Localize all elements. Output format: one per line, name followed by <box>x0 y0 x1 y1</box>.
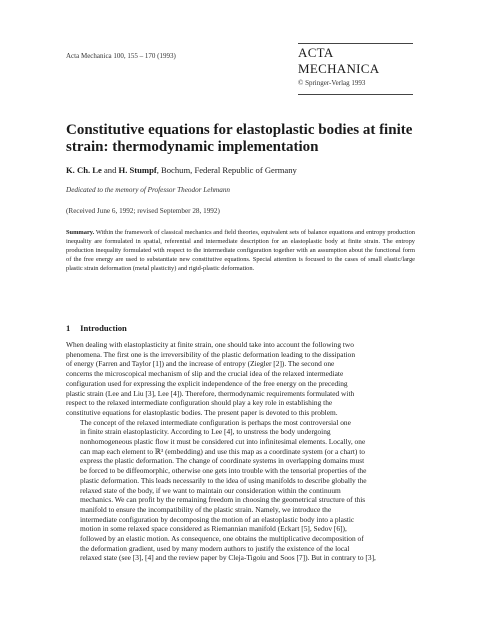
section-title: Introduction <box>80 323 127 333</box>
author-stumpf: H. Stumpf <box>118 165 157 175</box>
body-line: plastic strain (Lee and Liu [3], Lee [4]). Therefore, thermodynamic requirements formulated with <box>66 388 355 398</box>
masthead-bottom-rule <box>298 94 413 95</box>
body-line: nonhomogeneous plastic flow it must be considered cut into infinitesimal elements. Locally, one <box>80 437 366 447</box>
summary-label: Summary. <box>66 229 95 236</box>
paragraph-1 <box>66 340 416 418</box>
masthead-title: ACTA MECHANICA <box>298 45 380 76</box>
body-line: configuration used for expressing the explicit independence of the free energy on the preceding <box>66 378 348 388</box>
summary-line: form of the free energy are used to substantiate new constitutive equations. Special attention is <box>66 246 415 263</box>
body-line: can map each element to ℝ³ (embedding) and use this map as a coordinate system (or a chart) to <box>80 446 365 456</box>
masthead-top-rule <box>298 43 413 44</box>
body-line: of energy (Farren and Taylor [1]) and the increase of entropy (Ziegler [2]). The second one <box>66 359 335 369</box>
body-line: intermediate configuration by decomposing the motion of an elastoplastic body into a plastic <box>80 514 355 524</box>
section-heading-introduction <box>66 323 416 333</box>
masthead-copyright: © Springer-Verlag 1993 <box>298 79 366 87</box>
received-dates: (Received June 6, 1992; revised September 28, 1992) <box>66 207 220 215</box>
body-line: concerns the microscopical mechanism of slip and the crucial idea of the relaxed intermediate <box>66 369 344 379</box>
introduction-body <box>66 340 416 563</box>
author-line <box>66 165 416 175</box>
summary-line: deformation. <box>221 264 255 272</box>
body-line: manifold to ensure the incompatibility of the plastic strain. Namely, we introduce the <box>80 504 332 514</box>
summary-line: with respect to the intermediate configuration together with an assumption about the functional <box>153 246 401 254</box>
dedication: Dedicated to the memory of Professor Theodor Lehmann <box>66 186 231 194</box>
body-line: relaxed state (see [3], [4] and the review paper by Cleja-Tigoiu and Soos [7]). But in contrary to [3], <box>80 553 376 563</box>
summary-line: description for an elastoplastic body at finite strain. The entropy production inequality formulated <box>66 237 415 254</box>
summary-block <box>66 229 415 274</box>
body-line: constitutive equations for elastoplastic bodies. The present paper is devoted to this problem. <box>66 407 338 417</box>
body-line: motion in some relaxed space considered as Riemannian manifold (Eckart [5], Sedov [6]), <box>80 524 347 534</box>
body-line: be forced to be diffeomorphic, otherwise one gets into trouble with the tensorial properties of the <box>80 466 367 476</box>
paper-title: Constitutive equations for elastoplastic bodies at finite strain: thermodynamic implementation <box>66 122 413 155</box>
author-conjunction: and <box>101 165 119 175</box>
body-line: followed by an elastic motion. As consequence, one obtains the multiplicative decomposition of <box>80 534 364 544</box>
body-line: The concept of the relaxed intermediate configuration is perhaps the most controversial one <box>80 417 351 427</box>
journal-reference: Acta Mechanica 100, 155 – 170 (1993) <box>66 52 176 60</box>
body-line: in finite strain elastoplasticity. According to Lee [4], to unstress the body undergoing <box>80 427 331 437</box>
author-affiliation: , Bochum, Federal Republic of Germany <box>156 165 297 175</box>
body-line: express the plastic deformation. The change of coordinate systems in overlapping domains must <box>80 456 365 466</box>
body-line: respect to the relaxed intermediate configuration should play a key role in establishing the <box>66 398 333 408</box>
summary-line: Within the framework of classical mechanics and field theories, equivalent sets of balance <box>95 229 328 236</box>
body-line: When dealing with elastoplasticity at finite strain, one should take into account the following two <box>66 340 354 349</box>
body-line: plastic deformation. This leads necessarily to the idea of using manifolds to describe globally the <box>80 475 367 485</box>
summary-line: equations and entropy production inequality are formulated in spatial, referential and intermediate <box>66 229 416 245</box>
section-number: 1 <box>66 323 71 333</box>
author-le: K. Ch. Le <box>66 165 102 175</box>
paragraph-2 <box>66 418 416 564</box>
journal-masthead <box>298 43 413 95</box>
body-line: mechanics. We can profit by the remaining freedom in choosing the geometrical structure of this <box>80 495 366 505</box>
body-line: relaxed state of the body, if we want to maintain our consideration within the continuum <box>80 485 341 495</box>
summary-line: focused to the cases of small elastic/large plastic strain deformation (metal plasticity) and rigid-plastic <box>66 255 415 272</box>
body-line: phenomena. The first one is the irreversibility of the plastic deformation leading to the dissipation <box>66 349 356 359</box>
body-line: the deformation gradient, used by many modern authors to justify the existence of the local <box>80 543 350 553</box>
